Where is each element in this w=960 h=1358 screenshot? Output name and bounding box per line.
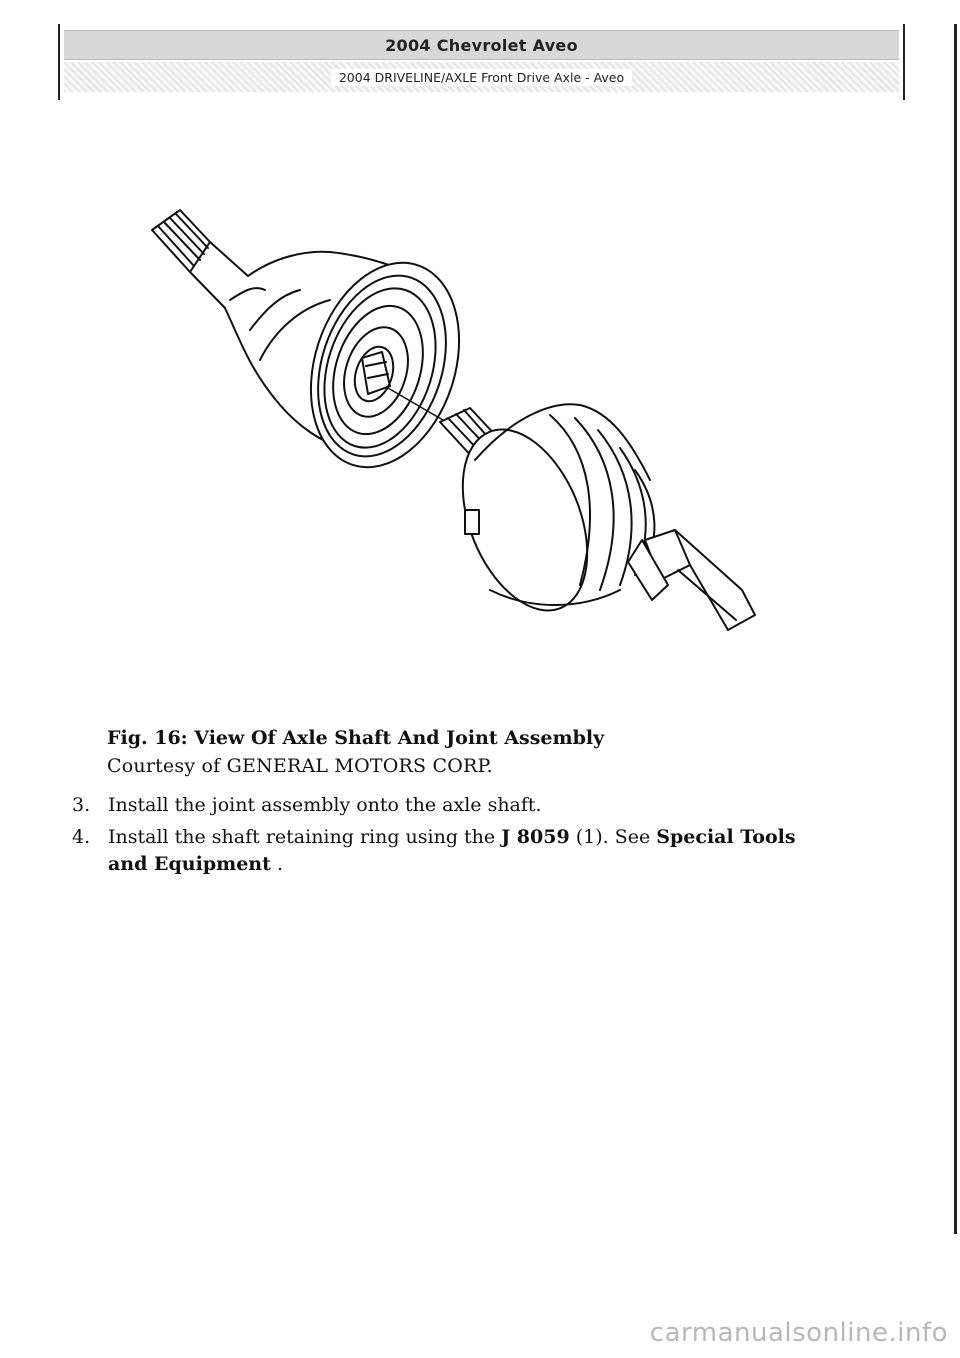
document-header — [64, 30, 899, 60]
special-tools-link[interactable]: Special Tools and Equipment — [108, 826, 796, 875]
step-text: (1). See — [569, 826, 657, 848]
document-subheader — [64, 62, 899, 92]
document-title: 2004 Chevrolet Aveo — [385, 35, 578, 55]
watermark: carmanualsonline.info — [649, 1318, 948, 1348]
page-frame-right — [903, 24, 905, 100]
document-subtitle: 2004 DRIVELINE/AXLE Front Drive Axle - Aveo — [331, 69, 632, 86]
procedure-steps — [72, 792, 812, 883]
left-joint-housing — [286, 244, 484, 487]
step-text: Install the joint assembly onto the axle shaft. — [108, 794, 542, 816]
step-number: 3. — [72, 794, 91, 816]
tool-reference: J 8059 — [501, 826, 570, 848]
step-text: Install the shaft retaining ring using the — [108, 826, 502, 848]
figure-credit: Courtesy of GENERAL MOTORS CORP. — [107, 755, 493, 777]
step-text: . — [270, 853, 283, 875]
axle-shaft-joint-illustration — [130, 190, 780, 660]
page-rule-right — [954, 24, 957, 1234]
figure-caption: Fig. 16: View Of Axle Shaft And Joint Assembly — [107, 727, 605, 749]
procedure-step — [72, 792, 812, 819]
figure-caption-block — [107, 724, 807, 780]
left-spline-stub — [152, 210, 248, 308]
page-frame-left — [58, 24, 60, 100]
procedure-step — [72, 824, 812, 878]
right-shaft — [628, 530, 755, 630]
step-number: 4. — [72, 826, 91, 848]
